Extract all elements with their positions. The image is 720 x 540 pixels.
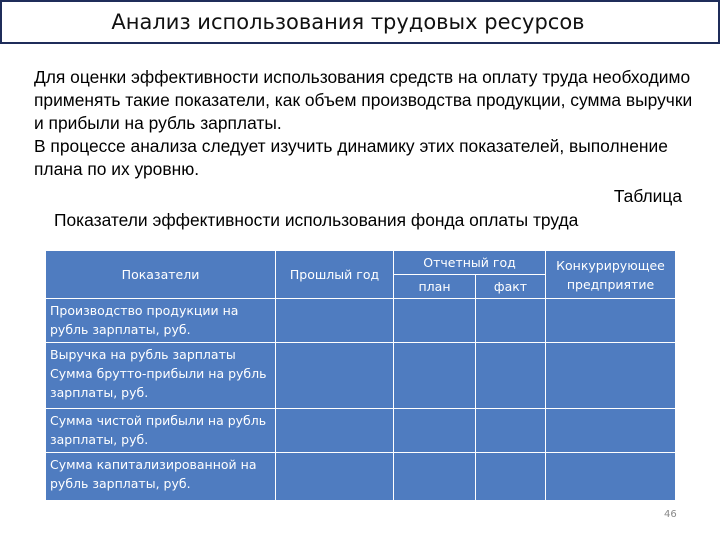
row-label: Выручка на рубль зарплаты Сумма брутто-прибыли на рубль зарплаты, руб. xyxy=(46,343,276,409)
table-row xyxy=(46,409,676,453)
body-paragraph-2: В процессе анализа следует изучить динамику этих показателей, выполнение плана по их уровню. xyxy=(34,136,668,179)
table-cell xyxy=(394,409,476,453)
row-label: Производство продукции на рубль зарплаты, руб. xyxy=(46,299,276,343)
table-label: Таблица xyxy=(613,186,682,206)
table-cell xyxy=(476,453,546,501)
header-plan: план xyxy=(394,275,476,299)
table-cell xyxy=(394,299,476,343)
table-cell xyxy=(394,453,476,501)
slide-title: Анализ использования трудовых ресурсов xyxy=(111,10,585,34)
table-row xyxy=(46,343,676,409)
table-cell xyxy=(546,409,676,453)
table-cell xyxy=(476,343,546,409)
table-row xyxy=(46,299,676,343)
table-cell xyxy=(546,453,676,501)
table-caption: Показатели эффективности использования фонда оплаты труда xyxy=(54,210,579,230)
table-cell xyxy=(476,299,546,343)
table-cell xyxy=(394,343,476,409)
body-text xyxy=(34,66,694,181)
table-cell xyxy=(276,409,394,453)
row-label: Сумма чистой прибыли на рубль зарплаты, руб. xyxy=(46,409,276,453)
table-cell xyxy=(476,409,546,453)
header-fact: факт xyxy=(476,275,546,299)
header-competitor: Конкурирующее предприятие xyxy=(546,251,676,299)
header-report-year: Отчетный год xyxy=(394,251,546,275)
header-last-year: Прошлый год xyxy=(276,251,394,299)
table-header-row xyxy=(46,251,676,275)
body-paragraph-1: Для оценки эффективности использования средств на оплату труда необходимо применять такие показатели, как объем производства продукции, сумма выручки и прибыли на рубль зарплаты. xyxy=(34,67,693,133)
table-cell xyxy=(276,299,394,343)
table-cell xyxy=(276,343,394,409)
slide-number: 46 xyxy=(664,509,677,520)
row-label: Сумма капитализированной на рубль зарплаты, руб. xyxy=(46,453,276,501)
table-cell xyxy=(546,299,676,343)
table-row xyxy=(46,453,676,501)
table-cell xyxy=(546,343,676,409)
title-bar xyxy=(0,0,720,44)
indicators-table xyxy=(45,250,676,501)
header-indicators: Показатели xyxy=(46,251,276,299)
table-cell xyxy=(276,453,394,501)
